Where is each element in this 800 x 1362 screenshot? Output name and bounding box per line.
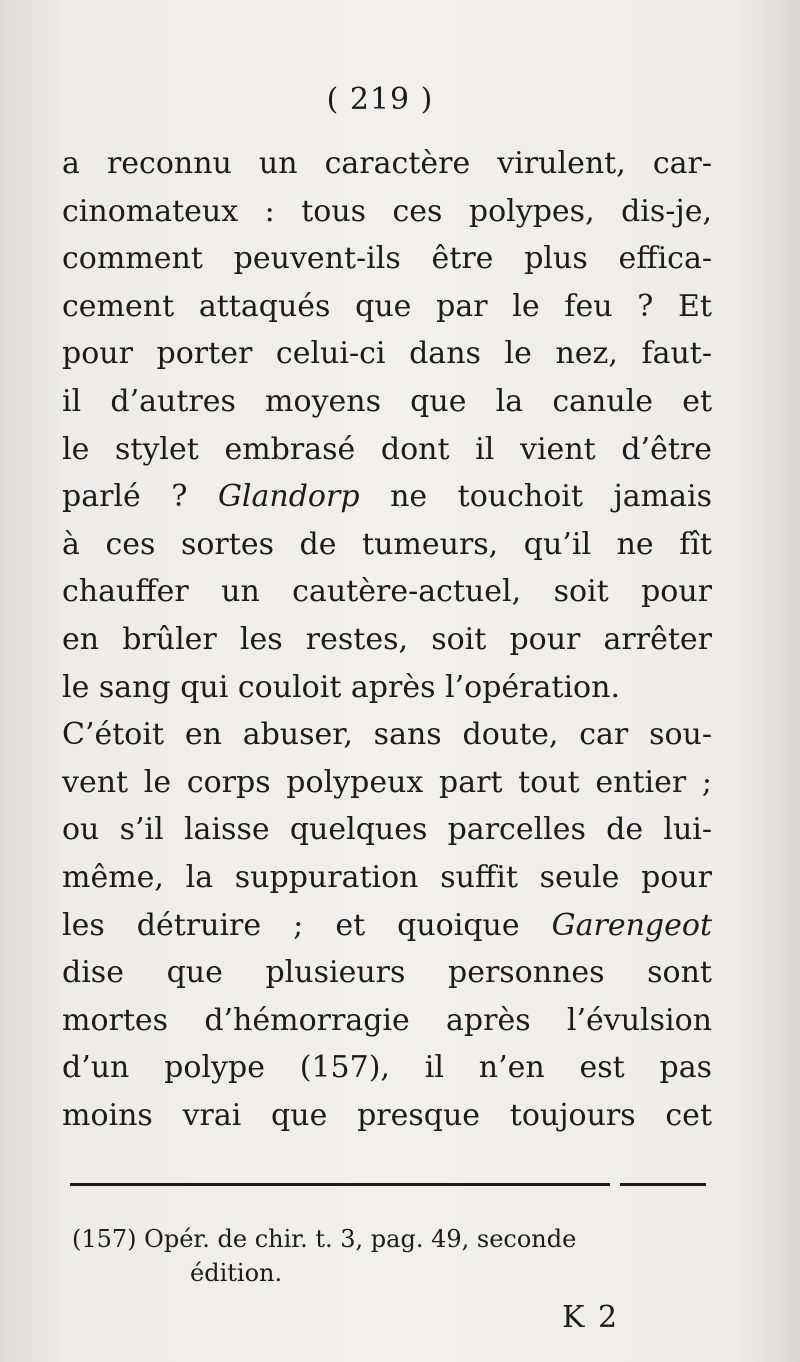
author-name-garengeot: Garengeot xyxy=(551,907,712,943)
text-segment: parlé ? xyxy=(62,479,218,515)
text-line-20: d’un polype (157), il n’en est pas xyxy=(62,1050,712,1086)
text-line-11: en brûler les restes, soit pour arrêter xyxy=(62,621,712,657)
signature-mark: K 2 xyxy=(562,1300,620,1335)
text-line-2: cinomateux : tous ces polypes, dis-je, xyxy=(62,193,712,229)
footnote-rule-short xyxy=(620,1183,706,1186)
footnote-line-1: (157) Opér. de chir. t. 3, pag. 49, seconde xyxy=(72,1225,577,1253)
text-segment: les détruire ; et quoique xyxy=(62,907,552,943)
text-line-9: à ces sortes de tumeurs, qu’il ne fît xyxy=(62,526,712,562)
text-line-17 xyxy=(62,902,712,950)
text-line-10: chauffer un cautère-actuel, soit pour xyxy=(62,574,712,610)
page-number: ( 219 ) xyxy=(326,82,434,117)
text-line-8 xyxy=(62,473,712,521)
footnote-line-2: édition. xyxy=(190,1259,283,1287)
text-line-4: cement attaqués que par le feu ? Et xyxy=(62,288,712,324)
text-line-21: moins vrai que presque toujours cet xyxy=(62,1097,712,1133)
footnote xyxy=(72,1222,712,1290)
text-line-5: pour porter celui-ci dans le nez, faut- xyxy=(62,336,712,372)
text-line-7: le stylet embrasé dont il vient d’être xyxy=(62,431,712,467)
text-line-12: le sang qui couloit après l’opération. xyxy=(62,669,620,705)
footnote-rule xyxy=(70,1183,610,1186)
text-line-3: comment peuvent-ils être plus effica- xyxy=(62,241,712,277)
text-line-18: dise que plusieurs personnes sont xyxy=(62,955,712,991)
author-name-glandorp: Glandorp xyxy=(217,479,360,515)
text-segment: ne touchoit jamais xyxy=(359,479,712,515)
text-line-19: mortes d’hémorragie après l’évulsion xyxy=(62,1002,712,1038)
text-line-16: même, la suppuration suffit seule pour xyxy=(62,859,712,895)
text-line-6: il d’autres moyens que la canule et xyxy=(62,383,712,419)
text-line-13: C’étoit en abuser, sans doute, car sou- xyxy=(62,717,712,753)
text-line-15: ou s’il laisse quelques parcelles de lui- xyxy=(62,812,712,848)
text-line-14: vent le corps polypeux part tout entier ; xyxy=(62,764,712,800)
text-line-1: a reconnu un caractère virulent, car- xyxy=(62,146,712,181)
body-text xyxy=(62,140,712,1139)
